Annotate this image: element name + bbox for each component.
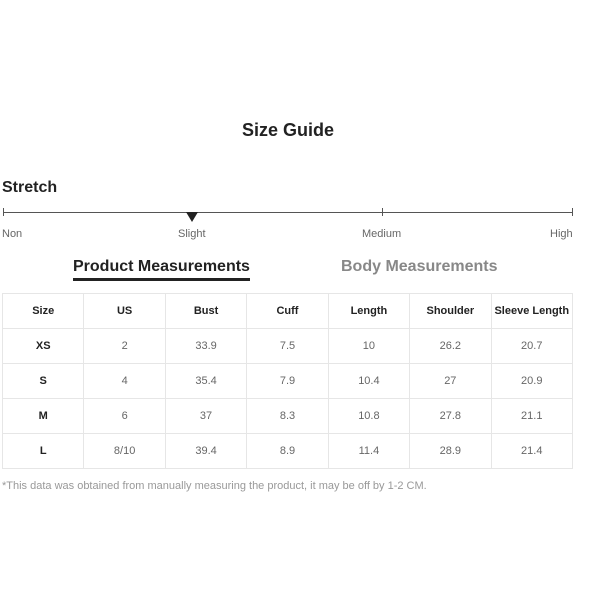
measurement-disclaimer: *This data was obtained from manually measuring the product, it may be off by 1-2 CM. [2, 480, 427, 492]
cell-shoulder: 28.9 [410, 434, 491, 469]
table-row [3, 364, 573, 399]
cell-bust: 33.9 [165, 329, 246, 364]
cell-cuff: 7.9 [247, 364, 328, 399]
cell-size: L [3, 434, 84, 469]
cell-shoulder: 26.2 [410, 329, 491, 364]
stretch-tick-high [572, 208, 573, 216]
stretch-level-high: High [550, 228, 573, 240]
cell-us: 6 [84, 399, 165, 434]
header-shoulder: Shoulder [410, 294, 491, 329]
stretch-level-slight: Slight [178, 228, 206, 240]
cell-sleeve-length: 20.7 [491, 329, 572, 364]
cell-shoulder: 27 [410, 364, 491, 399]
tab-product-measurements[interactable]: Product Measurements [73, 258, 250, 281]
cell-bust: 39.4 [165, 434, 246, 469]
cell-length: 10.8 [328, 399, 409, 434]
cell-sleeve-length: 20.9 [491, 364, 572, 399]
cell-length: 10 [328, 329, 409, 364]
stretch-scale-line [3, 212, 573, 213]
cell-cuff: 8.3 [247, 399, 328, 434]
header-size: Size [3, 294, 84, 329]
table-row [3, 329, 573, 364]
table-row [3, 434, 573, 469]
cell-length: 10.4 [328, 364, 409, 399]
cell-size: S [3, 364, 84, 399]
size-table [2, 293, 573, 469]
cell-us: 4 [84, 364, 165, 399]
stretch-level-non: Non [2, 228, 23, 240]
header-sleeve-length: Sleeve Length [491, 294, 572, 329]
stretch-tick-non [3, 208, 4, 216]
table-header-row [3, 294, 573, 329]
cell-cuff: 8.9 [247, 434, 328, 469]
cell-size: XS [3, 329, 84, 364]
header-cuff: Cuff [247, 294, 328, 329]
header-length: Length [328, 294, 409, 329]
cell-us: 8/10 [84, 434, 165, 469]
cell-length: 11.4 [328, 434, 409, 469]
stretch-tick-medium [382, 208, 383, 216]
cell-bust: 35.4 [165, 364, 246, 399]
page-title: Size Guide [241, 120, 335, 140]
cell-sleeve-length: 21.4 [491, 434, 572, 469]
header-bust: Bust [165, 294, 246, 329]
stretch-label: Stretch [2, 179, 58, 196]
stretch-level-medium: Medium [362, 228, 402, 240]
cell-shoulder: 27.8 [410, 399, 491, 434]
cell-sleeve-length: 21.1 [491, 399, 572, 434]
table-row [3, 399, 573, 434]
header-us: US [84, 294, 165, 329]
cell-us: 2 [84, 329, 165, 364]
cell-size: M [3, 399, 84, 434]
stretch-marker-icon [186, 212, 198, 222]
tab-body-measurements[interactable]: Body Measurements [341, 258, 498, 275]
cell-bust: 37 [165, 399, 246, 434]
cell-cuff: 7.5 [247, 329, 328, 364]
